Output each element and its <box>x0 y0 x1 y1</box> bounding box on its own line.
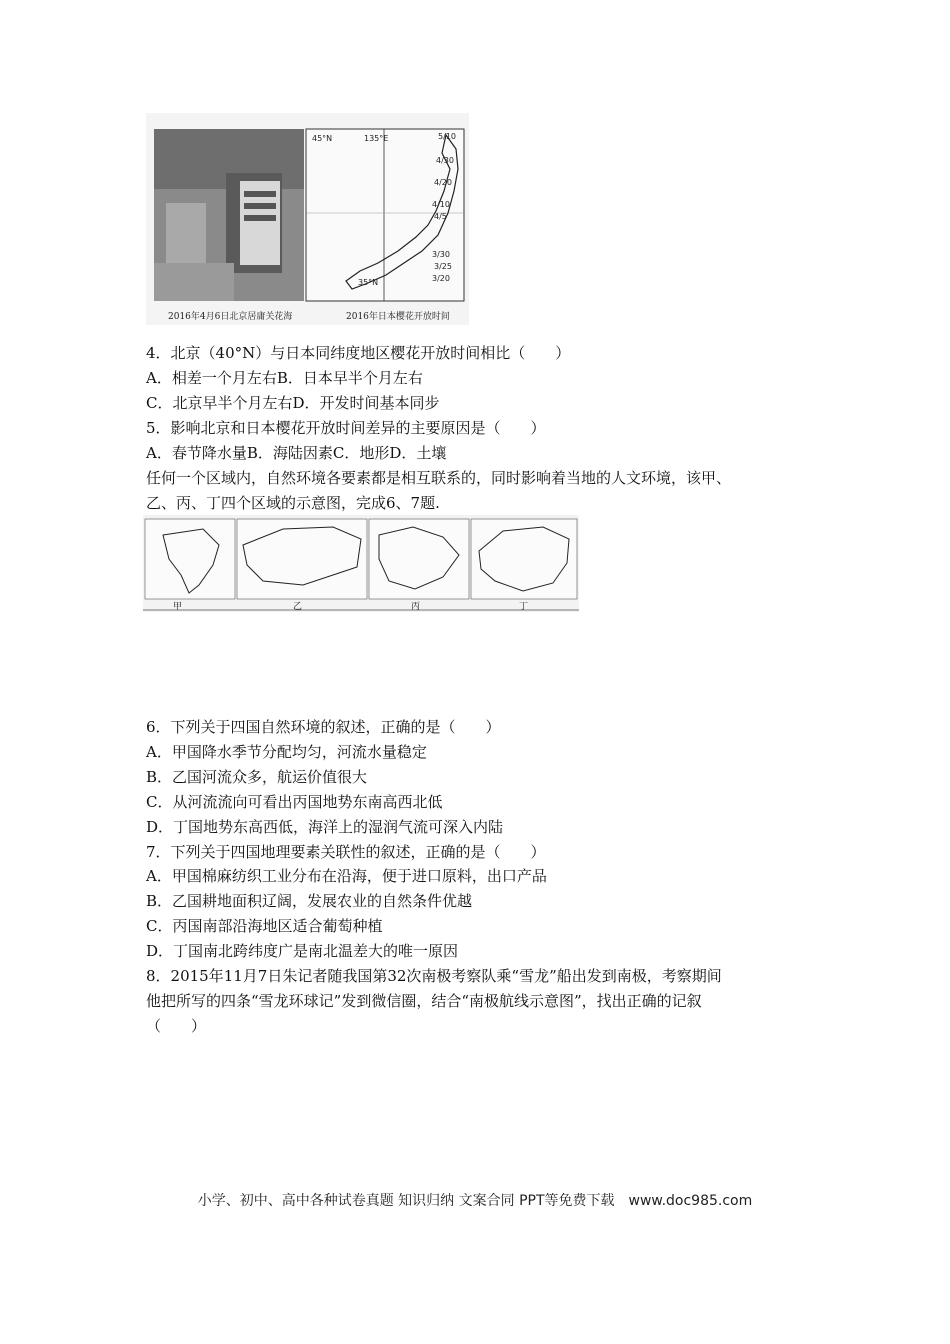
date-label: 3/20 <box>432 274 450 283</box>
question-line: 8．2015年11月7日朱记者随我国第32次南极考察队乘“雪龙”船出发到南极，考察期间 <box>146 967 722 985</box>
map-label-bing: 丙 <box>411 602 421 612</box>
date-label: 3/25 <box>434 262 452 271</box>
map-ding <box>471 519 577 599</box>
question-line: 任何一个区域内，自然环境各要素都是相互联系的，同时影响着当地的人文环境，该甲、 <box>146 469 732 487</box>
question-line: A．相差一个月左右B．日本早半个月左右 <box>146 369 423 387</box>
date-label: 5/10 <box>438 132 456 141</box>
map-jia <box>145 519 235 599</box>
map-caption: 2016年日本樱花开放时间 <box>346 312 450 322</box>
question-line: A．甲国棉麻纺织工业分布在沿海，便于进口原料，出口产品 <box>146 867 547 885</box>
japan-map <box>306 129 464 301</box>
map-bing <box>369 519 469 599</box>
four-countries-figure <box>143 515 579 612</box>
lat-top-label: 45°N <box>312 134 333 143</box>
question-line: A．甲国降水季节分配均匀，河流水量稳定 <box>146 743 427 761</box>
question-line: D．丁国南北跨纬度广是南北温差大的唯一原因 <box>146 942 459 960</box>
question-line: 4．北京（40°N）与日本同纬度地区樱花开放时间相比（ ） <box>146 344 571 362</box>
date-label: 4/20 <box>434 178 452 187</box>
question-line: （ ） <box>146 1017 207 1035</box>
date-label: 4/10 <box>432 200 450 209</box>
question-line: 他把所写的四条“雪龙环球记”发到微信圈，结合“南极航线示意图”，找出正确的记叙 <box>146 992 702 1010</box>
question-line: C．北京早半个月左右D．开发时间基本同步 <box>146 394 440 412</box>
date-label: 4/30 <box>436 156 454 165</box>
question-line: C．丙国南部沿海地区适合葡萄种植 <box>146 917 383 935</box>
map-label-ding: 丁 <box>519 602 529 612</box>
map-yi <box>237 519 367 599</box>
lon-top-label: 135°E <box>364 134 389 143</box>
question-line: B．乙国河流众多，航运价值很大 <box>146 768 368 786</box>
question-line: 6．下列关于四国自然环境的叙述，正确的是（ ） <box>146 718 501 736</box>
question-line: B．乙国耕地面积辽阔，发展农业的自然条件优越 <box>146 892 473 910</box>
juyongguan-photo <box>154 129 304 301</box>
date-label: 4/5 <box>434 212 447 221</box>
map-label-jia: 甲 <box>173 602 183 612</box>
question-line: 5．影响北京和日本樱花开放时间差异的主要原因是（ ） <box>146 419 546 437</box>
map-label-yi: 乙 <box>293 602 303 612</box>
date-label: 3/30 <box>432 250 450 259</box>
question-line: C．从河流流向可看出丙国地势东南高西北低 <box>146 793 443 811</box>
question-line: A．春节降水量B．海陆因素C．地形D．土壤 <box>146 444 447 462</box>
cherry-blossom-figure <box>146 113 469 325</box>
lat-bottom-label: 35°N <box>358 278 379 287</box>
page-footer: 小学、初中、高中各种试卷真题 知识归纳 文案合同 PPT等免费下载 www.doc985.com <box>197 1193 753 1209</box>
question-line: D．丁国地势东高西低，海洋上的湿润气流可深入内陆 <box>146 818 504 836</box>
question-line: 乙、丙、丁四个区域的示意图，完成6、7题. <box>146 494 440 512</box>
photo-caption: 2016年4月6日北京居庸关花海 <box>168 312 293 322</box>
question-line: 7．下列关于四国地理要素关联性的叙述，正确的是（ ） <box>146 843 546 861</box>
